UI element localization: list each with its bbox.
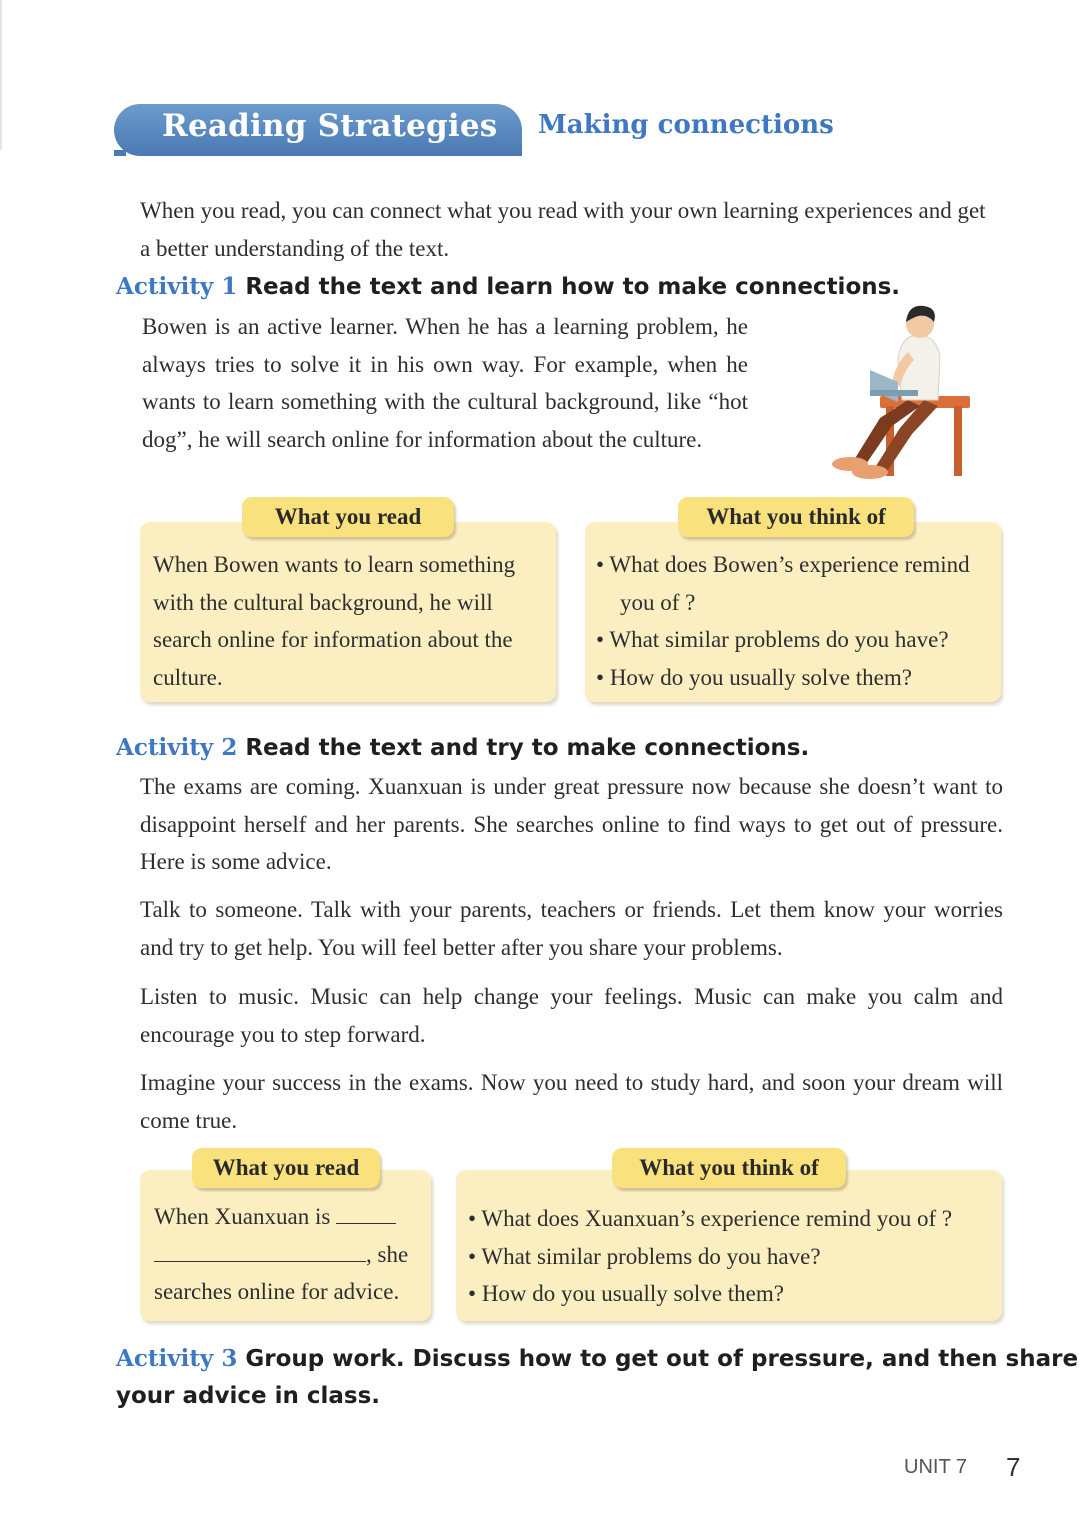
activity-2-paragraph-4: Imagine your success in the exams. Now you need to study hard, and soon your dream will come true.: [140, 1070, 1003, 1133]
activity-label: Activity: [116, 1345, 214, 1372]
activity-1-think-list: [596, 546, 996, 696]
activity-1-heading: [116, 268, 900, 306]
activity-2-read-tab: What you read: [192, 1148, 380, 1188]
activity-2-paragraph-1: The exams are coming. Xuanxuan is under great pressure now because she doesn’t want to disappoint herself and her parents. She searches online to find ways to get out of pressure. Here is some advice.: [140, 774, 1003, 874]
activity-1-text: Bowen is an active learner. When he has a learning problem, he always tries to solve it in his own way. For example, when he wants to learn something with the cultural background, like “hot dog”, he will search online for information about the culture.: [142, 314, 748, 452]
list-item-continued: you of ?: [620, 589, 696, 615]
banner-title: Reading Strategies: [162, 108, 498, 144]
section-subtitle: Making connections: [538, 110, 834, 140]
activity-2-think-tab: What you think of: [612, 1148, 846, 1188]
list-item: • What similar problems do you have?: [596, 621, 996, 659]
list-item: • What similar problems do you have?: [468, 1238, 998, 1276]
activity-1-think-tab: What you think of: [678, 497, 914, 537]
activity-label: Activity: [116, 273, 214, 300]
activity-3-heading: [116, 1340, 1078, 1378]
fill-blank[interactable]: [336, 1202, 396, 1224]
activity-2-heading: [116, 729, 809, 767]
activity-2-think-list: [468, 1200, 998, 1313]
activity-3-title-line-1: Group work. Discuss how to get out of pressure, and then share: [245, 1346, 1079, 1372]
activity-2-paragraph-3: Listen to music. Music can help change your feelings. Music can make you calm and encourage you to step forward.: [140, 984, 1003, 1047]
list-item: • What does Xuanxuan’s experience remind you of ?: [468, 1200, 998, 1238]
activity-3-title-line-2: your advice in class.: [116, 1383, 381, 1409]
activity-number: 3: [221, 1345, 238, 1372]
unit-label: UNIT 7: [904, 1456, 967, 1478]
activity-1-title: Read the text and learn how to make connections.: [245, 274, 901, 300]
activity-number: 1: [221, 273, 238, 300]
page-edge-line: [0, 0, 2, 150]
read-line-2: , she: [366, 1241, 409, 1267]
read-line-1: When Xuanxuan is: [154, 1204, 331, 1229]
boy-with-laptop-illustration: [820, 300, 980, 485]
list-item: • How do you usually solve them?: [468, 1275, 998, 1313]
activity-number: 2: [221, 734, 238, 761]
activity-label: Activity: [116, 734, 214, 761]
list-item: • What does Bowen’s experience remind: [596, 546, 996, 584]
activity-1-read-tab: What you read: [242, 497, 454, 537]
activity-2-paragraph-2: Talk to someone. Talk with your parents, teachers or friends. Let them know your worries and try to get help. You will feel better after you share your problems.: [140, 897, 1003, 960]
fill-blank[interactable]: [154, 1240, 366, 1262]
page-number: 7: [1006, 1452, 1021, 1482]
banner-corner: [114, 150, 126, 156]
activity-2-title: Read the text and try to make connections.: [245, 735, 810, 761]
activity-2-read-text: [154, 1198, 424, 1311]
list-item: • How do you usually solve them?: [596, 659, 996, 697]
intro-paragraph: When you read, you can connect what you read with your own learning experiences and get a better understanding of the text.: [140, 198, 986, 261]
read-line-3: searches online for advice.: [154, 1279, 400, 1304]
activity-1-read-text: When Bowen wants to learn something with the cultural background, he will search online for information about the culture.: [153, 552, 516, 690]
